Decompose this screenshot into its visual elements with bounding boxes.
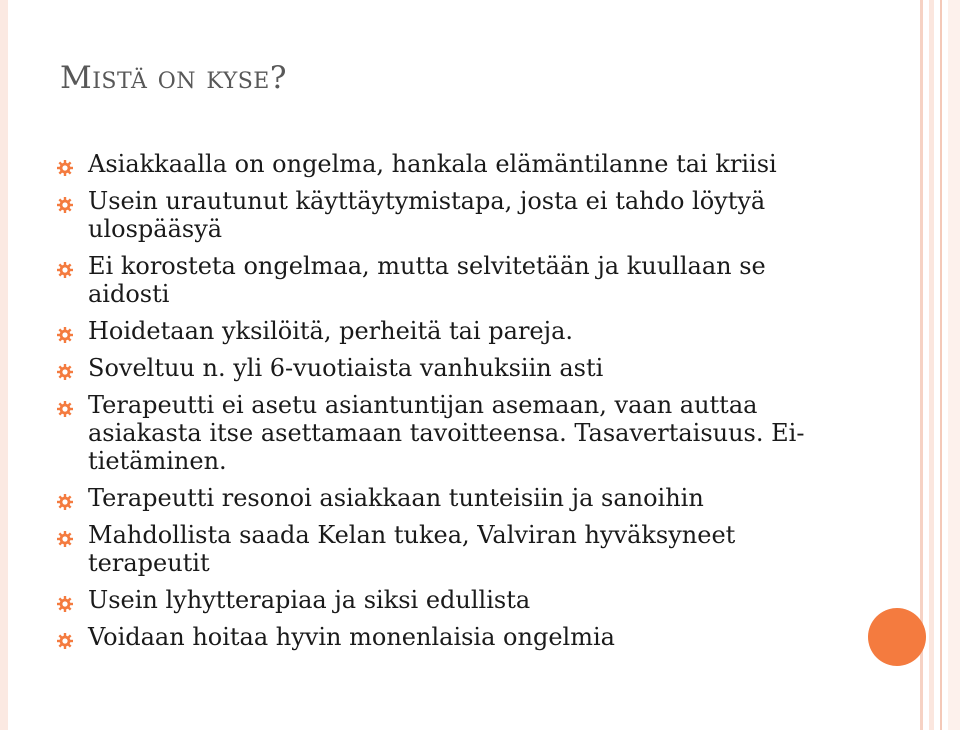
bullet-text: Asiakkaalla on ongelma, hankala elämäntilanne tai kriisi <box>88 150 777 178</box>
bullet-item <box>88 521 818 577</box>
stripe <box>929 0 934 730</box>
gear-bullet-icon <box>57 358 73 374</box>
bullet-text: Usein urautunut käyttäytymistapa, josta ei tahdo löytyä ulospääsyä <box>88 187 766 243</box>
bullet-item <box>88 150 818 178</box>
gear-bullet-icon <box>57 395 73 411</box>
bullet-text: Terapeutti ei asetu asiantuntijan asemaan, vaan auttaa asiakasta itse asettamaan tavoitteensa. Tasavertaisuus. Ei-tietäminen. <box>88 391 805 475</box>
bullet-text: Mahdollista saada Kelan tukea, Valviran hyväksyneet terapeutit <box>88 521 736 577</box>
bullet-text: Soveltuu n. yli 6-vuotiaista vanhuksiin asti <box>88 354 604 382</box>
gear-bullet-icon <box>57 321 73 337</box>
bullet-text: Voidaan hoitaa hyvin monenlaisia ongelmia <box>88 623 615 651</box>
gear-bullet-icon <box>57 154 73 170</box>
bullet-item <box>88 391 818 475</box>
bullet-text: Ei korosteta ongelmaa, mutta selvitetään ja kuullaan se aidosti <box>88 252 766 308</box>
stripe <box>940 0 942 730</box>
bullet-item <box>88 187 818 243</box>
gear-bullet-icon <box>57 488 73 504</box>
bullet-text: Hoidetaan yksilöitä, perheitä tai pareja. <box>88 317 574 345</box>
bullet-text: Usein lyhytterapiaa ja siksi edullista <box>88 586 531 614</box>
bullet-list <box>88 150 818 660</box>
stripe <box>948 0 960 730</box>
gear-bullet-icon <box>57 525 73 541</box>
bullet-item <box>88 586 818 614</box>
bullet-text: Terapeutti resonoi asiakkaan tunteisiin ja sanoihin <box>88 484 704 512</box>
right-stripe-decoration <box>920 0 960 730</box>
bullet-item <box>88 252 818 308</box>
gear-bullet-icon <box>57 191 73 207</box>
left-border-decoration <box>0 0 8 730</box>
bullet-item <box>88 317 818 345</box>
bullet-item <box>88 484 818 512</box>
bullet-item <box>88 623 818 651</box>
gear-bullet-icon <box>57 627 73 643</box>
slide-title: Mistä on kyse? <box>60 60 287 96</box>
gear-bullet-icon <box>57 256 73 272</box>
orange-circle-decoration <box>868 608 926 666</box>
gear-bullet-icon <box>57 590 73 606</box>
bullet-item <box>88 354 818 382</box>
